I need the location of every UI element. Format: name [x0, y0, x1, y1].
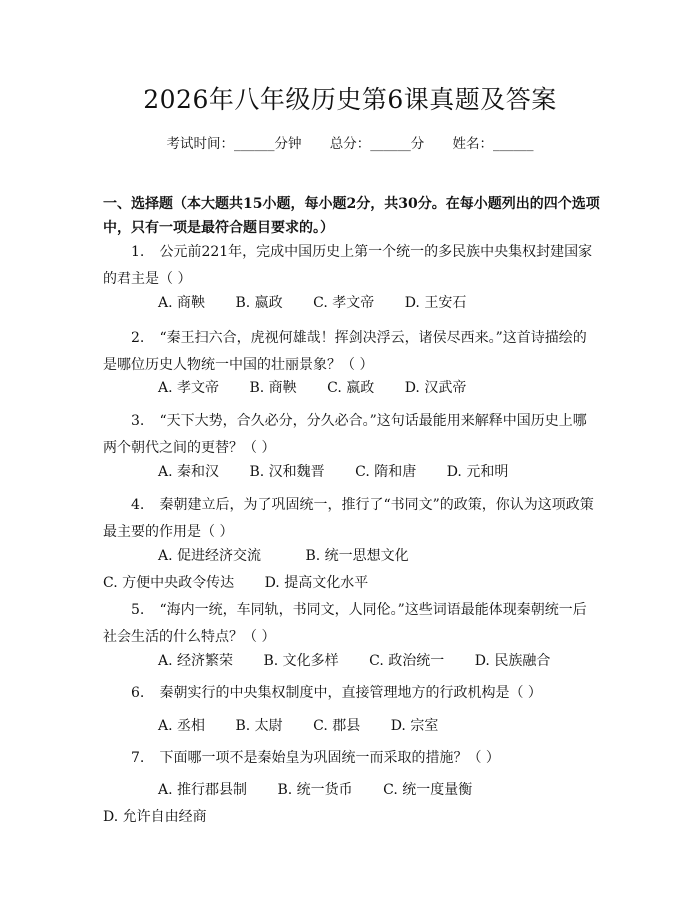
question-5-options: [103, 648, 598, 675]
option-b: B. 嬴政: [235, 295, 283, 311]
option-b: B. 统一思想文化: [305, 548, 409, 564]
option-b: B. 商鞅: [249, 380, 297, 396]
section-heading: 一、选择题（本大题共15小题，每小题2分，共30分。在每小题列出的四个选项中，只有一项是最符合题目要求的。）: [103, 196, 600, 236]
question-1-options: [103, 290, 598, 317]
question-2: [103, 325, 598, 379]
question-text: 秦朝建立后，为了巩固统一，推行了“书同文”的政策，你认为这项政策最主要的作用是（ ）: [103, 497, 594, 540]
option-d: D. 提高文化水平: [264, 575, 369, 591]
option-a: A. 推行郡县制: [158, 782, 248, 798]
question-3-options: [103, 459, 598, 486]
option-d: D. 汉武帝: [404, 380, 467, 396]
question-7: [103, 745, 598, 772]
option-a: A. 促进经济交流: [158, 548, 262, 564]
question-number: 6.: [131, 685, 145, 701]
question-3: [103, 408, 598, 462]
option-c: C. 方便中央政令传达: [103, 575, 235, 591]
question-1: [103, 239, 598, 293]
question-5: [103, 597, 598, 651]
question-text: “秦王扫六合，虎视何雄哉！挥剑决浮云，诸侯尽西来。”这首诗描绘的是哪位历史人物统一中国的壮丽景象？（ ）: [103, 330, 587, 373]
question-number: 2.: [131, 330, 145, 346]
question-text: “海内一统，车同轨，书同文，人同伦。”这些词语最能体现秦朝统一后社会生活的什么特点？（ ）: [103, 602, 587, 645]
question-4: [103, 492, 598, 546]
question-text: 秦朝实行的中央集权制度中，直接管理地方的行政机构是（ ）: [159, 685, 542, 701]
question-number: 3.: [131, 413, 145, 429]
exam-time: 考试时间：______分钟: [166, 136, 302, 152]
exam-score: 总分：______分: [329, 136, 425, 152]
option-d: D. 元和明: [446, 464, 509, 480]
option-c: C. 孝文帝: [313, 295, 375, 311]
option-d: D. 允许自由经商: [103, 809, 207, 825]
question-number: 1.: [131, 244, 145, 260]
option-a: A. 丞相: [158, 718, 206, 734]
option-b: B. 汉和魏晋: [249, 464, 325, 480]
option-a: A. 商鞅: [158, 295, 206, 311]
page-title: 2026年八年级历史第6课真题及答案: [143, 85, 557, 114]
question-7-options: [103, 777, 598, 831]
option-a: A. 孝文帝: [158, 380, 220, 396]
option-a: A. 经济繁荣: [158, 653, 234, 669]
question-number: 4.: [131, 497, 145, 513]
option-d: D. 宗室: [390, 718, 439, 734]
question-6-options: [103, 713, 598, 740]
option-a: A. 秦和汉: [158, 464, 220, 480]
option-b: B. 统一货币: [277, 782, 353, 798]
exam-info: [0, 132, 700, 152]
option-c: C. 统一度量衡: [383, 782, 473, 798]
option-c: C. 政治统一: [369, 653, 445, 669]
option-c: C. 嬴政: [327, 380, 375, 396]
question-6: [103, 680, 598, 707]
question-text: 公元前221年，完成中国历史上第一个统一的多民族中央集权封建国家的君主是（ ）: [103, 244, 593, 287]
option-b: B. 太尉: [235, 718, 283, 734]
question-4-options: [103, 543, 598, 597]
question-number: 7.: [131, 750, 145, 766]
option-d: D. 王安石: [404, 295, 467, 311]
option-b: B. 文化多样: [263, 653, 339, 669]
question-text: 下面哪一项不是秦始皇为巩固统一而采取的措施？（ ）: [159, 750, 500, 766]
question-text: “天下大势，合久必分，分久必合。”这句话最能用来解释中国历史上哪两个朝代之间的更替？（ ）: [103, 413, 587, 456]
option-c: C. 郡县: [313, 718, 361, 734]
option-c: C. 隋和唐: [355, 464, 417, 480]
option-d: D. 民族融合: [474, 653, 551, 669]
question-number: 5.: [131, 602, 145, 618]
student-name: 姓名：______: [452, 136, 534, 152]
question-2-options: [103, 375, 598, 402]
